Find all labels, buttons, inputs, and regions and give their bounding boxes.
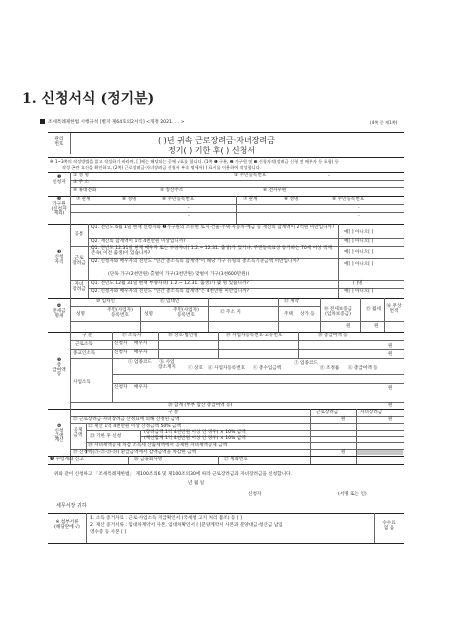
income-col-earner: ⑰ 소득자 xyxy=(122,333,142,338)
amount-col-earned: 근로장려금 xyxy=(316,410,339,415)
lease-section-label: ❹ 전세금 명세 xyxy=(52,304,66,319)
income-row-business: 사업소득 xyxy=(73,380,91,385)
eligibility-household-thresholds: (단독 가구(2천만원) 홑벌이 가구(3천만원) 맞벌이 가구(3천600만원)) xyxy=(108,272,250,277)
lease-col-deposit: ⑭ 전세보증금 (임차보증금) xyxy=(323,307,353,317)
amount-row-tax-credit: ㉔ 자녀세액공제 차감 소득세 산출세액에서 공제한 자녀세액공제 금액 xyxy=(88,443,228,448)
amount-row-asset: ㉒ 재산 1억 4천만원 이상 산정금액 50% 금액 xyxy=(88,424,181,429)
declaration-text: 위와 같이 신청하고 「조세특례제한법」 제100조의6 및 제100조의30에 따라 근로장려금과 자녀장려금을 신청합니다. xyxy=(54,472,292,477)
bank-name-field[interactable]: ㉖ 금융회사명 xyxy=(134,457,163,462)
income-col-reg-no: ⑲ 사업자등록번호·고유번호 xyxy=(226,333,283,338)
account-number-field[interactable]: ㉗ 계좌번호 xyxy=(224,457,248,462)
lease-house-col: 주택 xyxy=(284,312,293,317)
eligibility-category-earned: 근로 장려금 xyxy=(72,256,86,266)
declaration-applicant-label: 신청자 xyxy=(248,492,262,497)
household-col-relation: ⑦ 관계 xyxy=(76,197,91,202)
eligibility-question: Q2. 재산의 합계액이 1억 4천만원 이상입니까? xyxy=(91,239,186,244)
applicant-name-label: ① 성 명 xyxy=(73,173,89,178)
income-col-business-name: ⑱ 상호·법인명 xyxy=(168,333,198,338)
applicant-address-label: ③ 주 소 xyxy=(73,180,89,185)
form-title-line2: 정기( ) 기한 후( ) 신청서 xyxy=(168,146,256,155)
amount-section-label: ❻ 신청 금액 계산 xyxy=(54,424,64,444)
household-col-id-2: ⑨ 주민등록번호 xyxy=(332,197,365,202)
household-col-id: ⑨ 주민등록번호 xyxy=(162,197,195,202)
income-total-label: ⑳ 합계 (부부 합산 총급여액 등) xyxy=(168,403,233,408)
page-indicator: (4쪽 중 제1쪽) xyxy=(370,120,398,125)
form-title-line1: ( )년 귀속 근로장려금·자녀장려금 xyxy=(158,136,275,145)
lease-landlord-name-col: 성명 xyxy=(144,312,153,317)
lease-shop-col: 상가 등 xyxy=(300,312,315,317)
applicant-id-label: ② 주민등록번호 xyxy=(234,173,267,178)
eligibility-question: Q2. 신청자와 배우자의 전년도 "연간 총소득의 합계액"은 4천만원 미만입니까? xyxy=(91,289,249,294)
lease-col-address: ⑫ 주소 지 xyxy=(220,310,241,315)
attachment-item-2-cont[interactable]: 영수증 등 사본 [ ] xyxy=(90,530,127,535)
lease-col-landlord: ⑪ 임대인 xyxy=(160,299,180,304)
eligibility-answer[interactable]: [ ]명 xyxy=(353,281,363,286)
eligibility-answer[interactable]: 예[ ] 아니오[ ] xyxy=(344,239,374,244)
eligibility-answer[interactable]: 예[ ] 아니오[ ] xyxy=(344,262,374,267)
income-row-earned: 근로소득 xyxy=(75,342,93,347)
receive-account-label: ❼ 수령계좌 신고 xyxy=(50,457,84,462)
eligibility-question: Q2. 신청자와 배우자의 전년도 "연간 총소득의 합계액"이 해당 가구 유형의 총소득기준금액 미만입니까? xyxy=(91,259,300,264)
income-col-total: ⑳ 총급여액 등 xyxy=(318,333,348,338)
lease-col-rent: ⑮ 월세 xyxy=(366,307,381,312)
declaration-recipient: 세무서장 귀하 xyxy=(56,503,87,509)
fee-label: 수수료 없 음 xyxy=(382,521,396,531)
amount-row-calculated: ㉑ 근로장려금·자녀장려금 산정표에 의해 산정된 금액 xyxy=(73,417,180,422)
eligibility-question: Q1. 전년도 6월 1일 현재 신청자와 ❷가구원의 소유한 토지·건물·주택·자동차·예금 등 재산의 합계액이 2억원 미만입니까? xyxy=(91,225,335,230)
instruction-note-2: 작성 곤란 요건을 확인하고, (2쪽) 근로장려금·자녀장려금 신청서 부속 명세서( ) 표시를 이용하여 작성합니다. xyxy=(62,165,262,170)
attachment-item-1[interactable]: 1. 소득 증거자료 : 근로·사업소득 지급확인서 (국세청 고지 처리 불조) 등 [ ] xyxy=(90,516,242,521)
household-col-name: ⑧ 성명 xyxy=(122,197,137,202)
attachments-label: ※ 첨부서류 (해당란에 √) xyxy=(54,520,80,530)
instruction-note-1: ※ 1~3쪽의 작성방법을 읽고 작성하기 바라며, [ ]에는 해당되는 곳에 √표를 합니다. (1쪽 ❶ 구분, ❷ 가구원 및 ❸ 신청자격(장려금 신청 전 배우자 등 포함) 등 xyxy=(50,159,339,164)
eligibility-answer[interactable]: 예[ ] 아니오[ ] xyxy=(344,289,374,294)
lease-col-tenant: ⑩ 임차인 xyxy=(96,299,115,304)
receipt-number-label: 관리 번호 xyxy=(54,137,64,147)
lease-landlord-id-col: 주민(사업자) 등록번호 xyxy=(173,308,199,318)
amount-col-category: 구 분 xyxy=(168,410,179,415)
eligibility-question: Q1. 전년도 12월 31일 현재 부양자녀( 1.2.~ 12.31. 출생)가 몇 명 있습니까? xyxy=(91,281,249,286)
page-title: 1. 신청서식 (정기분) xyxy=(22,91,155,107)
household-col-relation-2: ⑦ 관계 xyxy=(243,197,258,202)
eligibility-category-child: 자녀 장려금 xyxy=(72,282,86,292)
eligibility-section-label: ❸ 신청 자격 xyxy=(54,250,64,265)
applicant-phone-label: ④ 휴대전화 xyxy=(73,188,97,193)
applicant-section-label: ❶ 신청자 xyxy=(52,175,66,185)
household-col-name-2: ⑧ 성명 xyxy=(284,197,299,202)
eligibility-question: Q1. 전년도 12.31일 현재 배우자 또는 부양자녀( 1.2.~ 12.31. 출생)가 있거나, 주민등록표상 동거하는 70세 이상 직계존속( 이전 출생)이 있습니까? xyxy=(91,246,332,256)
lease-col-contract: ⑬ 계약 xyxy=(284,299,299,304)
amount-col-child: 자녀장려금 xyxy=(360,410,383,415)
applicant-email-label: ⑥ 전자우편 xyxy=(263,188,287,193)
amount-row-final: ㉕ 산정액(㉑-㉒-㉓-㉔) 환급금액에서 감액금액을 차감한 금액 xyxy=(73,450,197,455)
declaration-date: 년 월 일 xyxy=(188,481,205,486)
eligibility-answer[interactable]: 예[ ] 아니오[ ] xyxy=(344,230,374,235)
household-section-label: ❷ 가구원 (신청자 제외) xyxy=(51,197,67,217)
income-section-label: ❺ 총 급여액 등 xyxy=(52,358,66,378)
application-form: 관리 번호 ( )년 귀속 근로장려금·자녀장려금 정기( ) 기한 후( ) 신청서 ※ 1~3쪽의 작성방법을 읽고 작성하기 바라며, [ ]에는 해당되는 곳에 √표를 합니다. (1쪽 ❶ 구분, ❷ 가구원 및 ❸ 신청자격(장려금 신청 전 배우자 등 포함) 등 작성 곤란 요건을 확인하고, (2쪽) 근로장려금·자녀장려금 신청서 부속 명세서( ) 표시를 이용하여 작성합니다. ❶ 신청자 ① 성 명 ② 주민등록번호 – ③ 주 소 ④ 휴대전화 ⑤ 송산주소 ⑥ 전자우편 ❷ 가구원 (신청자 제외) ⑦ 관계 ⑧ 성명 ⑨ 주민등록번호 ⑦ 관계 ⑧ 성명 ⑨ 주민등록번호 - - - - ❸ 신청 자격 공통 Q1. 전년도 6월 1일 현재 신청자와 ❷가구원의 소유한 토지·건물·주택·자동차·예금 등 재산의 합계액이 2억원 미만입니까? 예[ ] 아니오[ ] Q2. 재산의 합계액이 1억 4천만원 이상입니까? 예[ ] 아니오[ ] 근로 장려금 Q1. 전년도 12.31일 현재 배우자 또는 부양자녀( 1.2.~ 12.31. 출생)가 있거나, 주민등록표상 동거하는 70세 이상 직계존속( 이전 출생)이 있습니까? 예[ ] 아니오[ ] Q2. 신청자와 배우자의 전년도 "연간 총소득의 합계액"이 해당 가구 유형의 총소득기준금액 미만입니까? 예[ ] 아니오[ ] (단독 가구(2천만원) 홑벌이 가구(3천만원) 맞벌이 가구(3천600만원)) 자녀 장려금 Q1. 전년도 12월 31일 현재 부양자녀( 1.2.~ 12.31. 출생)가 몇 명 있습니까? [ ]명 Q2. 신청자와 배우자의 전년도 "연간 총소득의 합계액"은 4천만원 미만입니까? 예[ ] 아니오[ ] ❹ 전세금 명세 ⑩ 임차인 ⑪ 임대인 ⑫ 주소 지 ⑬ 계약 ⑭ 전세보증금 (임차보증금) ⑮ 월세 ⑯ 무상 면적 성명 주민(사업자) 등록번호 성명 주민(사업자) 등록번호 주택 상가 등 원 원 ❺ 총 급여액 등 구 분 ⑰ 소득자 ⑱ 상호·법인명 ⑲ 사업자등록번호·고유번호 ⑳ 총급여액 등 근로소득 신청자 배우자 원 종교인소득 신청자 배우자 원 사업소득 ⓐ 업종코드 ⓑ 사업 장소재지 ⓒ 상호 ⓓ 사업자등록번호 ⓔ 총수입금액 ⓕ 업종코드 ⓖ 조정률 ⓗ 총급여액 등 신청자 배우자 원 ⑳ 합계 (부부 합산 총급여액 등) 원 ❻ 신청 금액 계산 구 분 근로장려금 자녀장려금 ㉑ 근로장려금·자녀장려금 산정표에 의해 산정된 금액 공제 금액 ㉒ 재산 1억 4천만원 이상 산정금액 50% 금액 ㉓ 기한 후 신청 (장려금액 1억 4천만원 이상 인 경우) × 10% 금액 (재산합계 1억 4천만원 이상 인 경우) × 10% 금액 ㉔ 자녀세액공제 차감 소득세 산출세액에서 공제한 자녀세액공제 금액 ㉕ 산정액(㉑-㉒-㉓-㉔) 환급금액에서 감액금액을 차감한 금액 원 원 원 ❼ 수령계좌 신고 ㉖ 금융회사명 ㉗ 계좌번호 위와 같이 신청하고 「조세특례제한법」 제100조의6 및 제100조의30에 따라 근로장려금과 자녀장려금을 신청합니다. 년 월 일 신청자 (서명 또는 인) 세무서장 귀하 ※ 첨부서류 (해당란에 √) 1. 소득 증거자료 : 근로·사업소득 지급확인서 (국세청 고지 처리 불조) 등 [ ] 2. 재산 증거서류 : 임대차계약서 사본, 임대차확인서 [ ]분양계약서 사본과 분양대금·청산금 납입 영수증 등 사본 [ ] 수수료 없 음 xyxy=(48,132,404,544)
form-notice: 조세특례제한법 시행규칙 [별지 제64호의2서식] <개정 2021. . . > xyxy=(40,119,185,126)
lease-tenant-id-col: 주민(사업자) 등록번호 xyxy=(107,308,133,318)
income-row-religious: 종교인소득 xyxy=(73,351,96,356)
lease-col-area: ⑯ 무상 면적 xyxy=(386,304,402,314)
attachment-item-2[interactable]: 2. 재산 증거서류 : 임대차계약서 사본, 임대차확인서 [ ]분양계약서 사본과 분양대금·청산금 납입 xyxy=(90,523,283,528)
lease-tenant-name-col: 성명 xyxy=(76,312,85,317)
square-bullet-icon xyxy=(40,119,45,124)
signature-field[interactable]: (서명 또는 인) xyxy=(338,492,367,497)
eligibility-answer[interactable]: 예[ ] 아니오[ ] xyxy=(344,250,374,255)
income-col-category: 구 분 xyxy=(82,333,93,338)
applicant-mail-address-label: ⑤ 송산주소 xyxy=(160,188,184,193)
eligibility-category-common: 공통 xyxy=(74,232,84,237)
